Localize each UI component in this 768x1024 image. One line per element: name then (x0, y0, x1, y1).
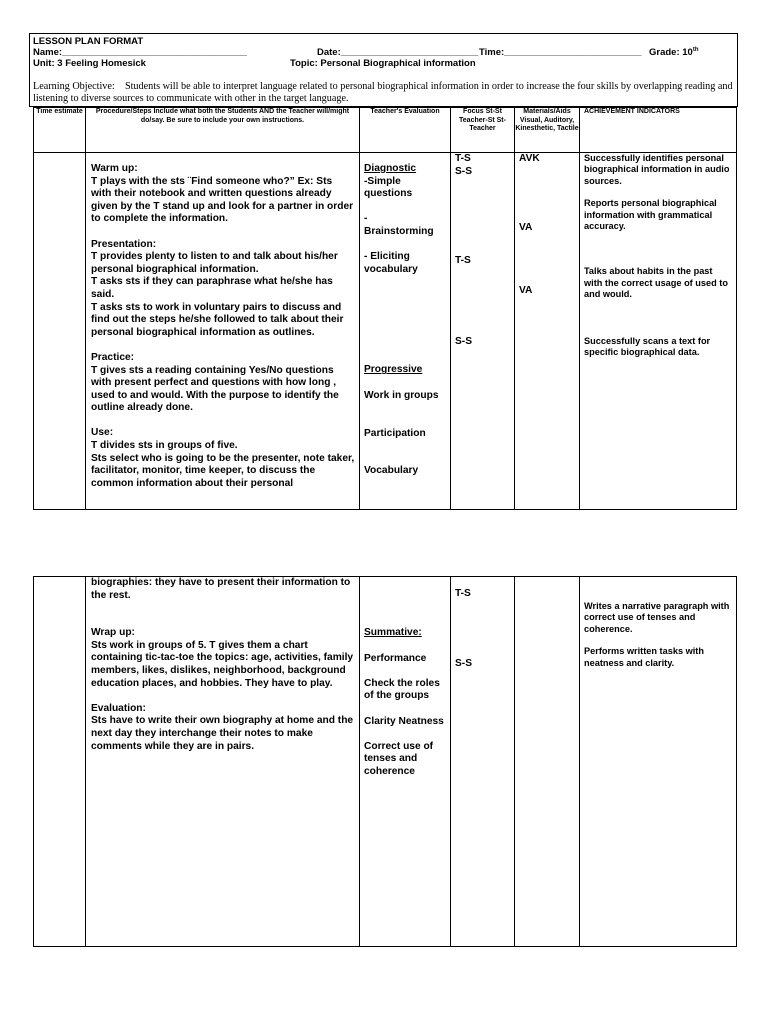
materials-cell: AVK VA VA (515, 153, 580, 510)
table-row (34, 577, 737, 947)
lesson-table-1 (33, 107, 737, 510)
lesson-table-2 (33, 576, 737, 947)
presentation-title: Presentation: (91, 238, 157, 250)
focus-cell: T-S S-S T-S S-S (451, 153, 515, 510)
evaluation-cell: Diagnostic -Simple questions - Brainstorming - Eliciting vocabulary Progressive Work in groups Participation Vocabulary (360, 153, 451, 510)
document-title: LESSON PLAN FORMAT (33, 36, 144, 47)
progressive-label: Progressive (364, 364, 423, 376)
time-cell (34, 577, 86, 947)
wrapup-title: Wrap up: (91, 627, 135, 639)
topic-label: Topic: Personal Biographical information (290, 58, 476, 69)
achievement-cell: Writes a narrative paragraph with correct use of tenses and coherence. Performs written tasks with neatness and clarity. (580, 577, 737, 947)
materials-cell (515, 577, 580, 947)
col-evaluation: Teacher's Evaluation (360, 108, 451, 153)
unit-label: Unit: 3 Feeling Homesick (33, 58, 146, 69)
col-time: Time estimate (34, 108, 86, 153)
date-field: Date:__________________________ (317, 47, 479, 58)
diagnostic-label: Diagnostic (364, 163, 417, 174)
table-row (34, 153, 737, 510)
evaluation-title: Evaluation: (91, 702, 146, 714)
column-header-row (34, 108, 737, 153)
learning-objective: Learning Objective: Students will be able to interpret language related to personal biographical information in order to increase the four skills by overlapping reading and listening to diverse sources to communicate with other in the target language. (33, 81, 733, 104)
col-achievement: ACHIEVEMENT INDICATORS (580, 108, 737, 153)
col-procedure: Procedure/Steps Include what both the Students AND the Teacher will/might do/say. Be sure to include your own instructions. (86, 108, 360, 153)
procedure-cell: Warm up: T plays with the sts ¨Find someone who?” Ex: Sts with their notebook and written questions already given by the T stand up and look for a partner in order to complete the information. Presentation: T provides plenty to listen to and talk about his/her personal biographical information. T asks sts if they can paraphrase what he/she has said. T asks sts to work in voluntary pairs to discuss and find out the steps he/she followed to talk about their personal biographical information as outlines. Practice: T gives sts a reading containing Yes/No questions with present perfect and questions with how long , used to and would. With the purpose to identify the outline already done. Use: T divides sts in groups of five. Sts select who is going to be the presenter, note taker, facilitator, monitor, time keeper, to discuss the common information about their personal (86, 153, 360, 510)
name-field: Name:___________________________________ (33, 47, 247, 58)
warmup-title: Warm up: (91, 163, 138, 174)
lesson-header (29, 33, 738, 107)
time-cell (34, 153, 86, 510)
time-field: Time:__________________________ (479, 47, 642, 58)
practice-title: Practice: (91, 351, 135, 363)
evaluation-cell: Summative: Performance Check the roles of the groups Clarity Neatness Correct use of tenses and coherence (360, 577, 451, 947)
col-materials: Materials/Aids Visual, Auditory, Kinesthetic, Tactile (515, 108, 580, 153)
grade-field: Grade: 10th (649, 47, 699, 59)
focus-cell: T-S S-S (451, 577, 515, 947)
summative-label: Summative: (364, 627, 422, 638)
achievement-cell: Successfully identifies personal biographical information in audio sources. Reports personal biographical information with grammatical accuracy. Talks about habits in the past with the correct usage of used to and would. Successfully scans a text for specific biographical data. (580, 153, 737, 510)
procedure-cell: biographies: they have to present their information to the rest. Wrap up: Sts work in groups of 5. T gives them a chart containing tic-tac-toe the topics: age, activities, family members, likes, dislikes, neighborhood, background education places, and hobbies. They have to play. Evaluation: Sts have to write their own biography at home and the next day they interchange their notes to make comments while they are in pairs. (86, 577, 360, 947)
col-focus: Focus St-St Teacher-St St-Teacher (451, 108, 515, 153)
use-title: Use: (91, 427, 114, 439)
